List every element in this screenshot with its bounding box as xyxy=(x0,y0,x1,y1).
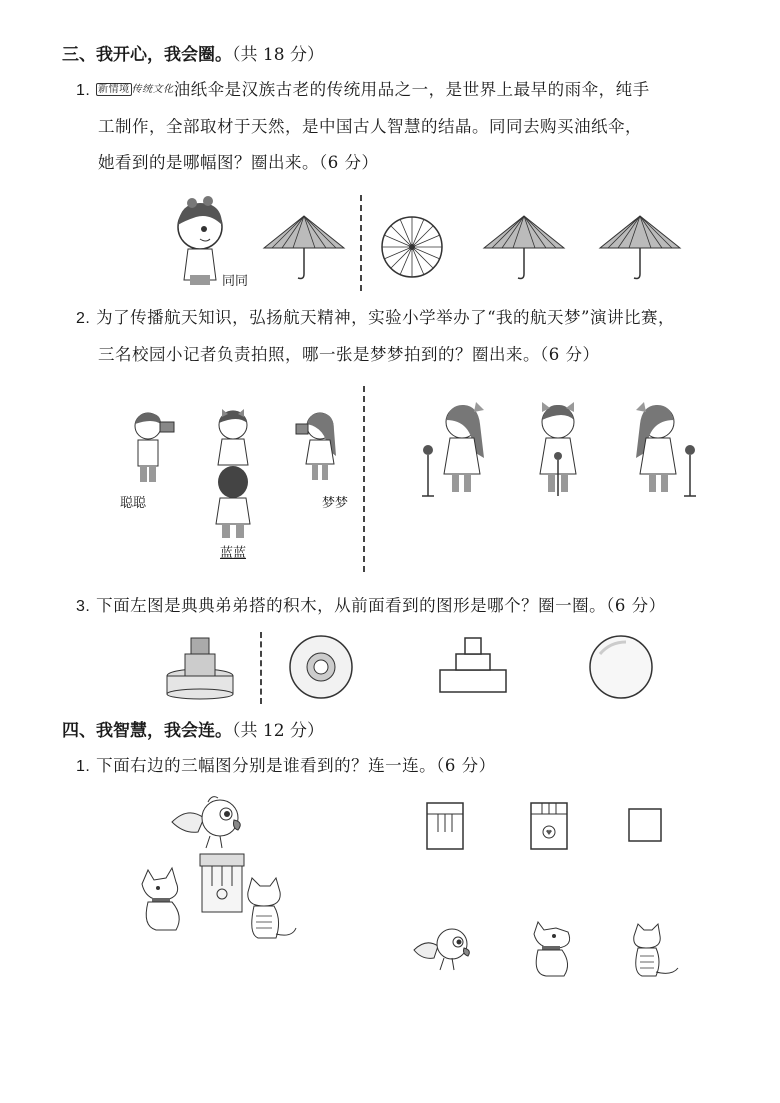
q1-divider xyxy=(360,195,362,291)
choice-cat[interactable] xyxy=(628,922,682,980)
view-box-heart[interactable] xyxy=(530,802,568,850)
section3-points: （共 18 分） xyxy=(232,45,324,65)
q2-divider xyxy=(363,386,365,572)
q1-line1: 油纸伞是汉族古老的传统用品之一，是世界上最早的雨伞，纯手 xyxy=(173,80,650,99)
s4q1-number: 1. xyxy=(76,758,91,775)
tag-culture: 传统文化 xyxy=(131,84,174,95)
new-context-tag xyxy=(96,84,174,96)
reporter-mengmeng-figure xyxy=(292,408,342,488)
q2-number: 2. xyxy=(76,310,91,327)
umbrella-top-view[interactable] xyxy=(380,215,444,279)
q3-line: 下面左图是典典弟弟搭的积木，从前面看到的图形是哪个？圈一圈。（6 分） xyxy=(96,596,666,615)
label-mengmeng: 梦梦 xyxy=(322,496,349,511)
parrot-figure xyxy=(168,792,250,854)
section4-points: （共 12 分） xyxy=(232,721,324,741)
q2-line2: 三名校园小记者负责拍照，哪一张是梦梦拍到的？圈出来。（6 分） xyxy=(98,345,600,364)
label-congcong: 聪聪 xyxy=(120,496,147,511)
q3-number: 3. xyxy=(76,598,91,615)
q1-number: 1. xyxy=(76,82,91,99)
photo-option-3[interactable] xyxy=(622,398,702,503)
cat-figure xyxy=(242,876,298,944)
section3-title xyxy=(62,40,324,65)
s4q1-text xyxy=(76,748,756,785)
section4-title xyxy=(62,716,324,741)
q1-line2: 工制作，全部取材于天然，是中国古人智慧的结晶。同同去购买油纸伞， xyxy=(98,117,642,136)
section3-title-text: 三、我开心，我会圈。 xyxy=(62,45,232,65)
q1-text xyxy=(76,72,736,181)
stacked-blocks-figure xyxy=(165,634,235,699)
photo-option-1[interactable] xyxy=(418,398,498,503)
tag-new: 新情境 xyxy=(98,84,130,95)
q2-line1: 为了传播航天知识，弘扬航天精神，实验小学举办了“我的航天梦”演讲比赛， xyxy=(96,308,675,327)
dog-figure xyxy=(136,866,196,936)
label-tongtong: 同同 xyxy=(222,274,249,289)
section4-title-text: 四、我智慧，我会连。 xyxy=(62,721,232,741)
option-stepped-rectangles[interactable] xyxy=(438,636,508,696)
choice-parrot[interactable] xyxy=(412,922,476,976)
gift-box-figure xyxy=(198,852,248,916)
umbrella-side-view-3[interactable] xyxy=(594,212,686,284)
umbrella-side-view-2[interactable] xyxy=(478,212,570,284)
option-single-circle[interactable] xyxy=(588,634,654,700)
q2-text xyxy=(76,300,756,373)
view-box-plain[interactable] xyxy=(628,808,662,842)
option-concentric-circles[interactable] xyxy=(288,634,354,700)
q1-line3: 她看到的是哪幅图？圈出来。（6 分） xyxy=(98,153,379,172)
view-box-striped[interactable] xyxy=(426,802,464,850)
photo-option-2[interactable] xyxy=(528,398,588,503)
reporter-lanlan-figure xyxy=(208,462,258,542)
s4q1-line: 下面右边的三幅图分别是谁看到的？连一连。（6 分） xyxy=(96,756,496,775)
label-lanlan: 蓝蓝 xyxy=(220,546,247,561)
q3-divider xyxy=(260,632,262,704)
reporter-congcong-figure xyxy=(128,408,178,488)
umbrella-side-view-1[interactable] xyxy=(258,212,350,284)
choice-dog[interactable] xyxy=(528,918,580,980)
q3-text xyxy=(76,588,756,625)
